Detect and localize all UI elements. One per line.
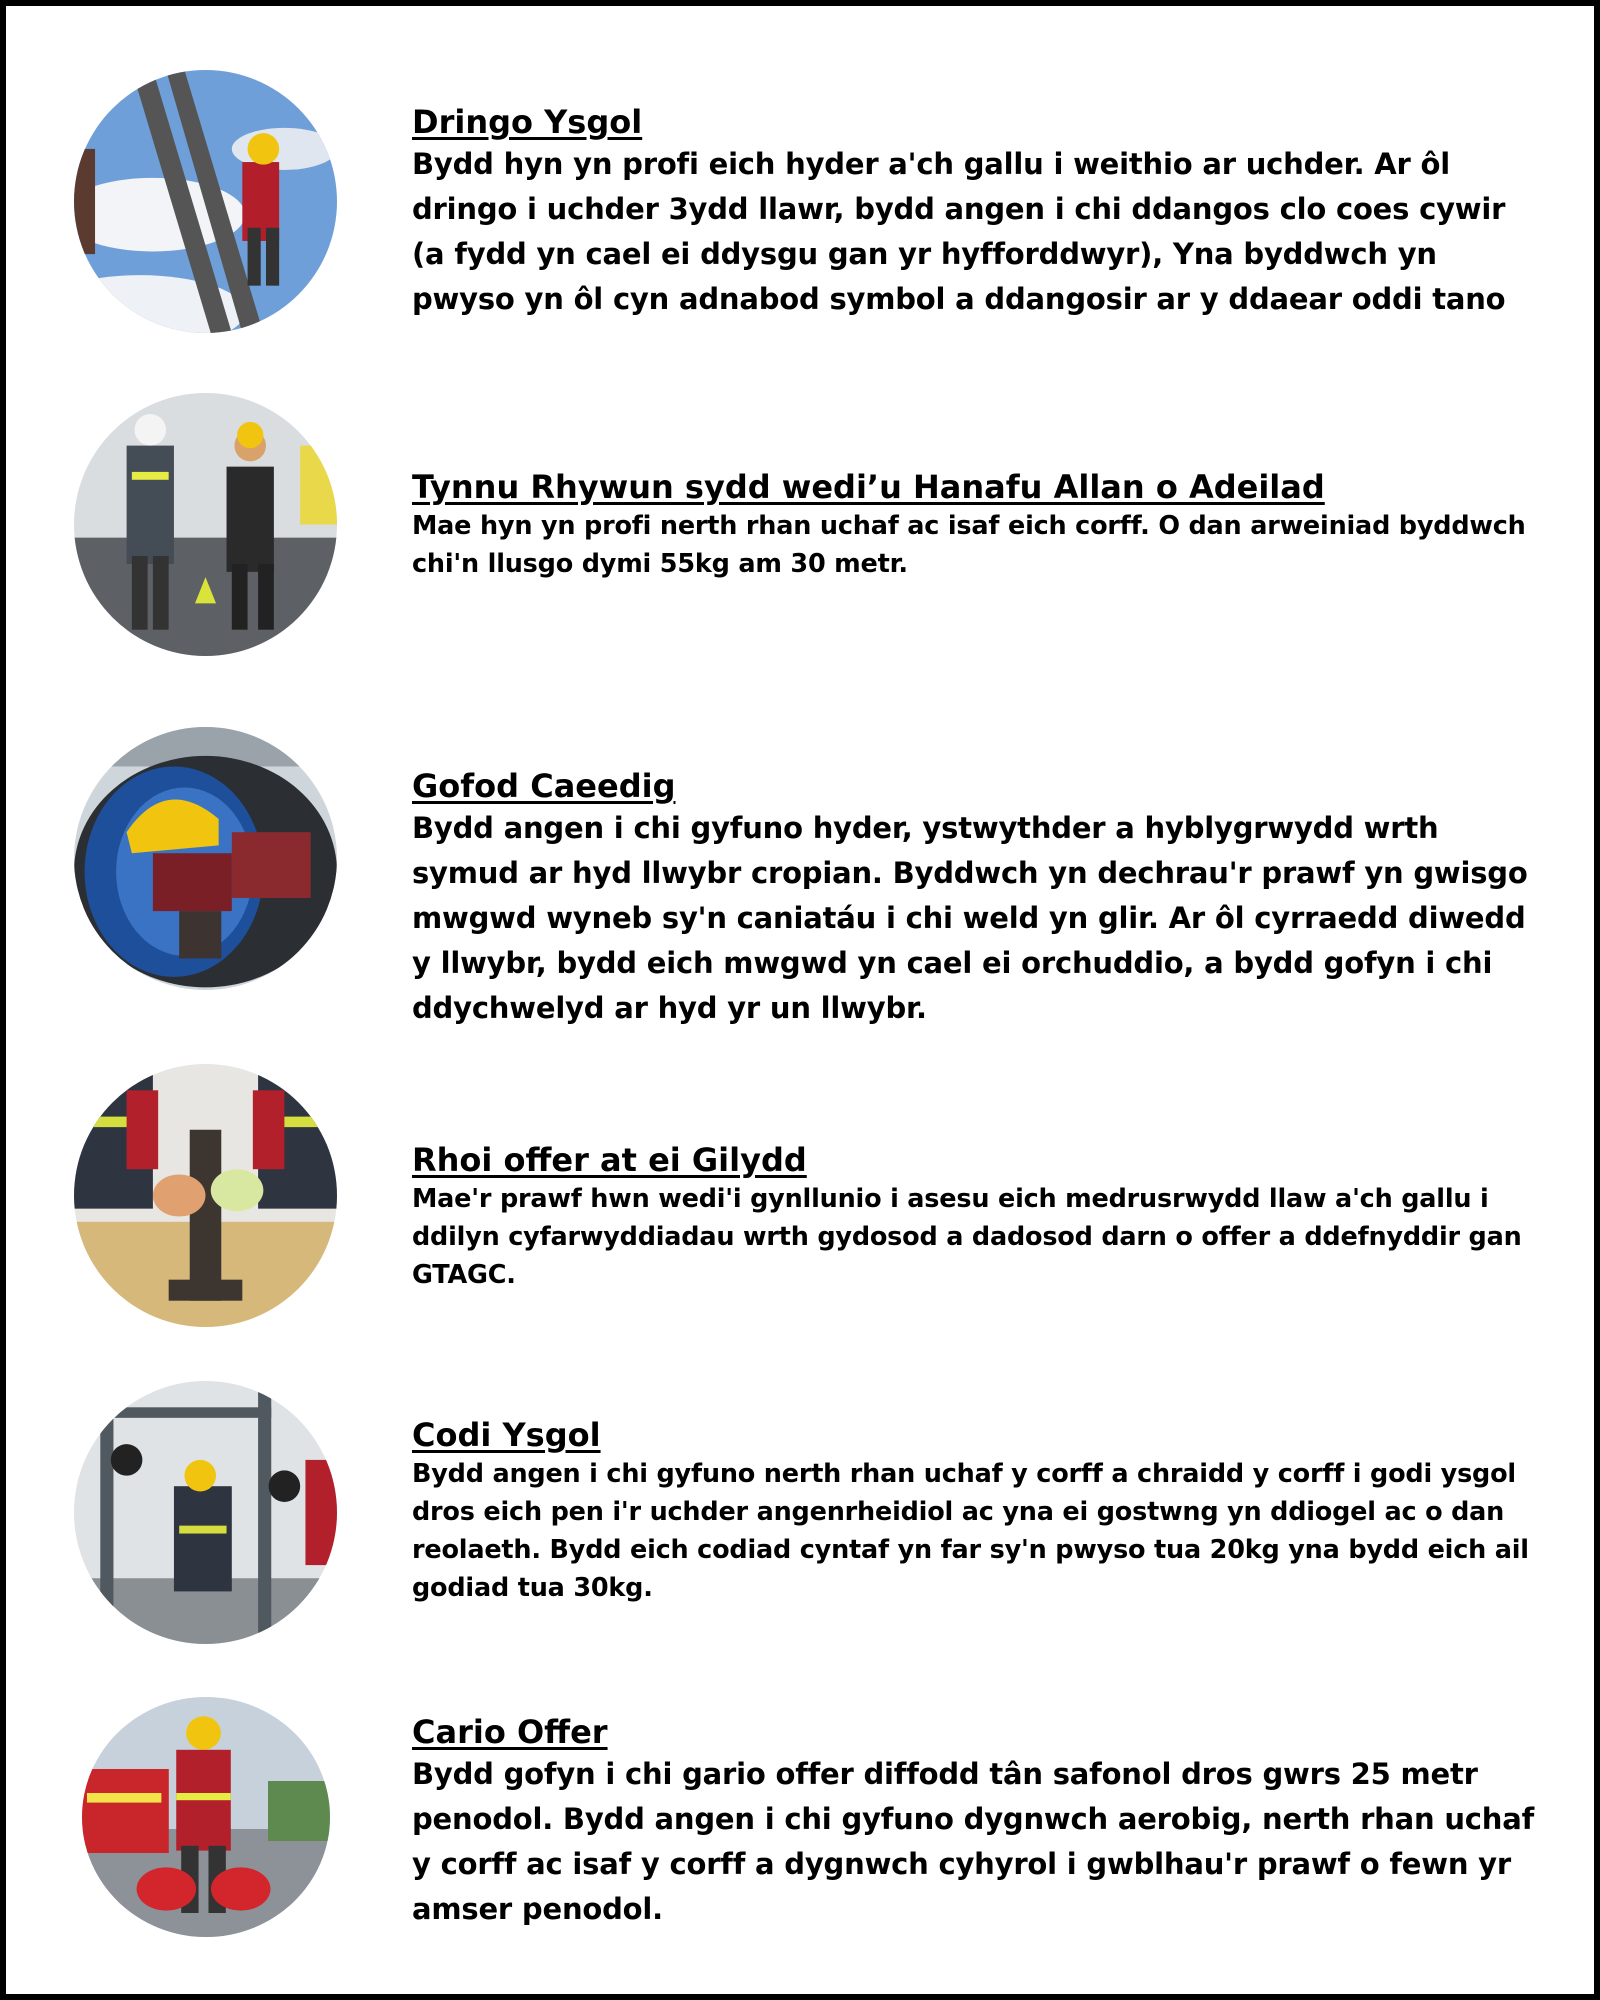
test-title: Rhoi offer at ei Gilydd xyxy=(412,1141,807,1179)
test-description: Bydd gofyn i chi gario offer diffodd tân safonol dros gwrs 25 metr penodol. Bydd angen i chi gyfuno dygnwch aerobig, nerth rhan uchaf y corff ac isaf y corff a dygnwch cyhyrol i gwblhau'r prawf o fewn yr amser penodol. xyxy=(412,1757,1535,1926)
confined-space-photo-icon xyxy=(74,727,337,990)
test-description: Mae hyn yn profi nerth rhan uchaf ac isaf eich corff. O dan arweiniad byddwch chi'n llusgo dymi 55kg am 30 metr. xyxy=(412,511,1526,579)
test-title: Dringo Ysgol xyxy=(412,103,643,141)
test-title: Cario Offer xyxy=(412,1713,608,1751)
equipment-assembly-photo-icon xyxy=(74,1064,337,1327)
test-title: Tynnu Rhywun sydd wedi’u Hanafu Allan o Adeilad xyxy=(412,468,1325,506)
ladder-lift-photo-icon xyxy=(74,1381,337,1644)
test-description: Bydd angen i chi gyfuno hyder, ystwythder a hyblygrwydd wrth symud ar hyd llwybr cropian. Byddwch yn dechrau'r prawf yn gwisgo mwgwd wyneb sy'n caniatáu i chi weld yn glir. Ar ôl cyrraedd diwedd y llwybr, bydd eich mwgwd yn cael ei orchuddio, a bydd gofyn i chi ddychwelyd ar hyd yr un llwybr. xyxy=(412,811,1528,1025)
test-description: Mae'r prawf hwn wedi'i gynllunio i asesu eich medrusrwydd llaw a'ch gallu i ddilyn cyfarwyddiadau wrth gydosod a dadosod darn o offer a ddefnyddir gan GTAGC. xyxy=(412,1184,1522,1290)
test-title: Gofod Caeedig xyxy=(412,767,676,805)
test-title: Codi Ysgol xyxy=(412,1416,601,1454)
test-description: Bydd angen i chi gyfuno nerth rhan uchaf y corff a chraidd y corff i godi ysgol dros eich pen i'r uchder angenrheidiol ac yna ei gostwng yn ddiogel ac o dan reolaeth. Bydd eich codiad cyntaf yn far sy'n pwyso tua 20kg yna bydd eich ail godiad tua 30kg. xyxy=(412,1459,1529,1603)
ladder-climb-photo-icon xyxy=(74,70,337,333)
equipment-carry-photo-icon xyxy=(82,1697,330,1937)
casualty-drag-photo-icon xyxy=(74,393,337,656)
test-description: Bydd hyn yn profi eich hyder a'ch gallu i weithio ar uchder. Ar ôl dringo i uchder 3ydd llawr, bydd angen i chi ddangos clo coes cywir (a fydd yn cael ei ddysgu gan yr hyfforddwyr), Yna byddwch yn pwyso yn ôl cyn adnabod symbol a ddangosir ar y ddaear oddi tano xyxy=(412,147,1506,316)
